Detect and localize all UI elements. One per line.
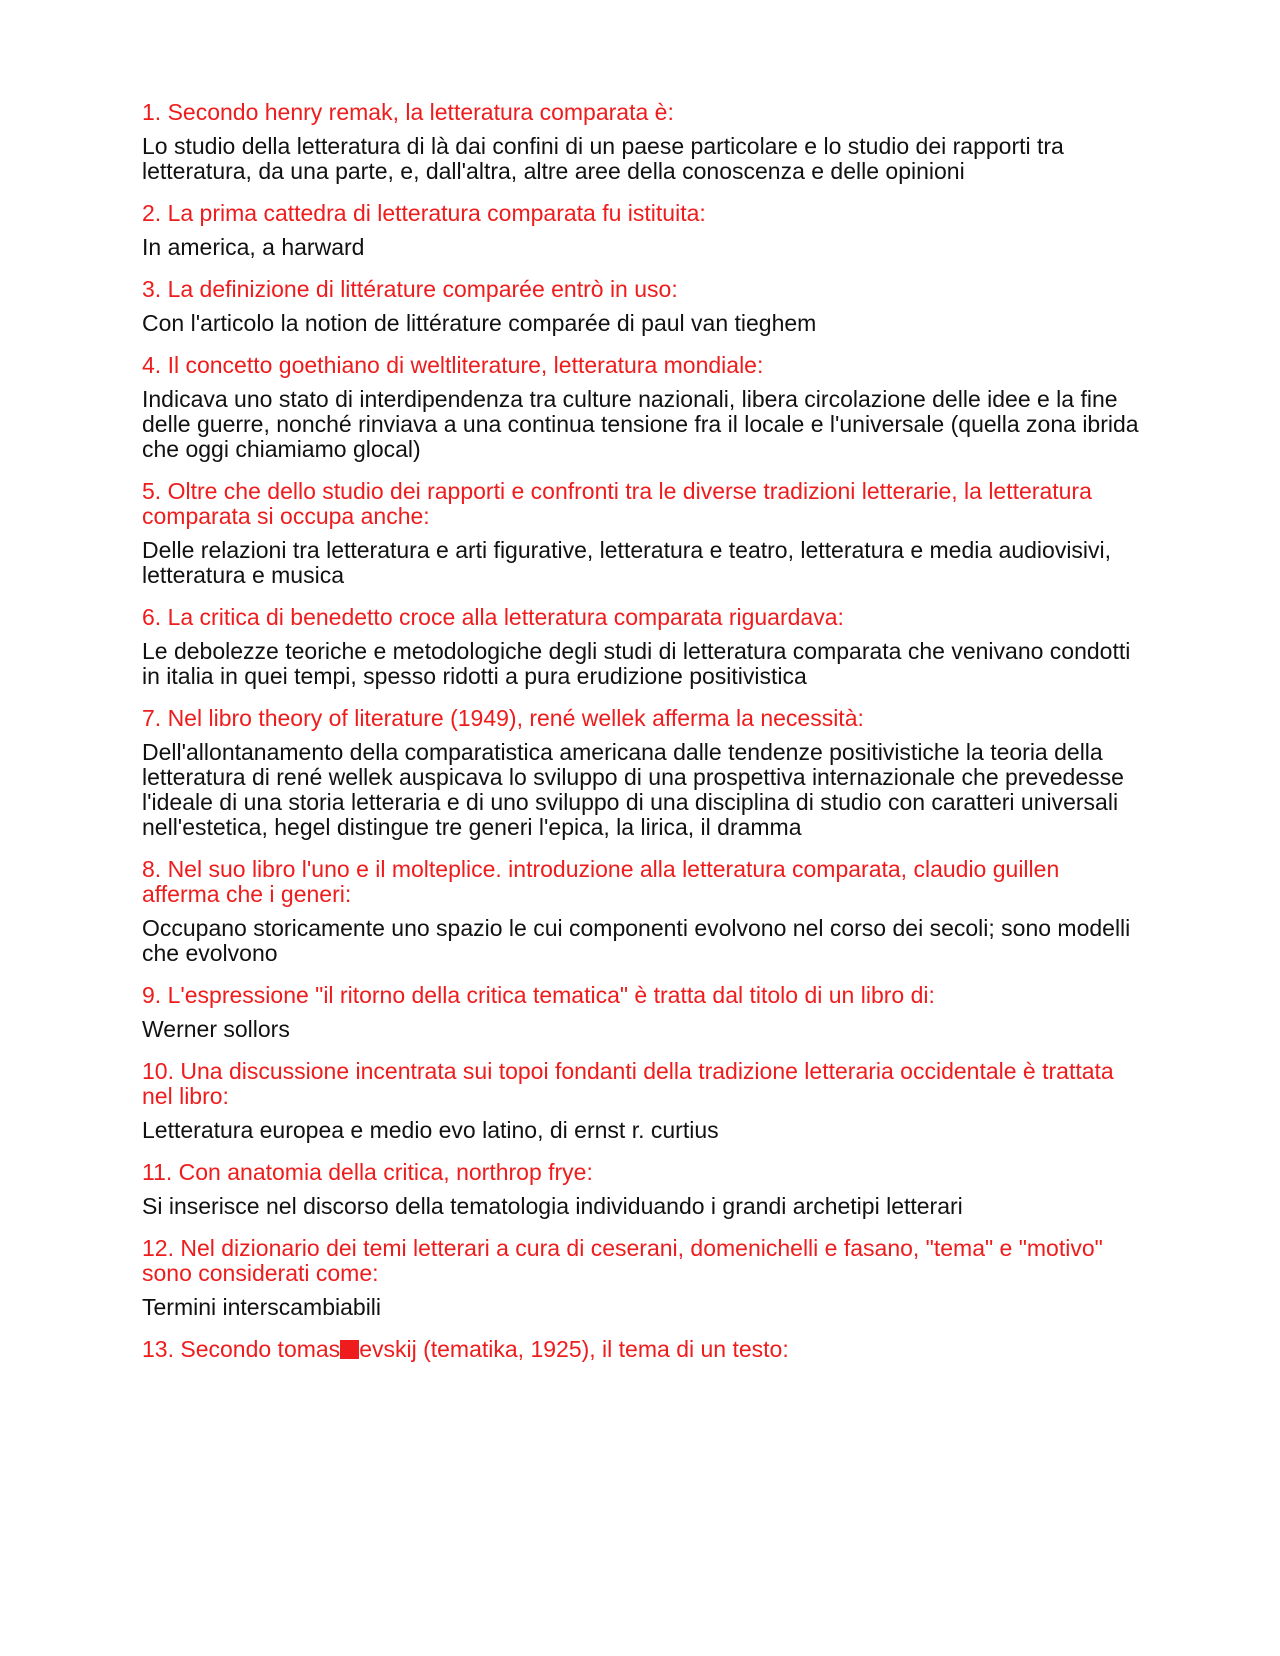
- answer-8: Occupano storicamente uno spazio le cui componenti evolvono nel corso dei secoli; sono modelli che evolvono: [142, 915, 1131, 966]
- answer-5: Delle relazioni tra letteratura e arti figurative, letteratura e teatro, letteratura e media audiovisivi, letteratura e musica: [142, 537, 1112, 588]
- answer-12: Termini interscambiabili: [142, 1294, 382, 1320]
- question-13-end: evskij (tematika, 1925), il tema di un testo:: [359, 1336, 789, 1362]
- qa-item-6: [142, 605, 1142, 689]
- answer-2: In america, a harward: [142, 234, 365, 260]
- question-12: 12. Nel dizionario dei temi letterari a cura di ceserani, domenichelli e fasano, "tema" e "motivo" sono considerati come:: [142, 1235, 1103, 1286]
- question-1: 1. Secondo henry remak, la letteratura comparata è:: [142, 99, 674, 125]
- answer-1: Lo studio della letteratura di là dai confini di un paese particolare e lo studio dei rapporti tra letteratura, da una parte, e, dall'altra, altre aree della conoscenza e delle opinioni: [142, 133, 1064, 184]
- question-7: 7. Nel libro theory of literature (1949), rené wellek afferma la necessità:: [142, 705, 864, 731]
- question-6: 6. La critica di benedetto croce alla letteratura comparata riguardava:: [142, 604, 844, 630]
- qa-item-2: [142, 201, 1142, 260]
- answer-6: Le debolezze teoriche e metodologiche degli studi di letteratura comparata che venivano condotti in italia in quei tempi, spesso ridotti a pura erudizione positivistica: [142, 638, 1131, 689]
- answer-3: Con l'articolo la notion de littérature comparée di paul van tieghem: [142, 310, 817, 336]
- qa-item-10: [142, 1059, 1142, 1143]
- question-9: 9. L'espressione "il ritorno della critica tematica" è tratta dal titolo di un libro di:: [142, 982, 935, 1008]
- question-2: 2. La prima cattedra di letteratura comparata fu istituita:: [142, 200, 706, 226]
- question-5: 5. Oltre che dello studio dei rapporti e confronti tra le diverse tradizioni letterarie, la letteratura comparata si occupa anche:: [142, 478, 1092, 529]
- qa-item-3: [142, 277, 1142, 336]
- qa-item-12: [142, 1236, 1142, 1320]
- answer-4: Indicava uno stato di interdipendenza tra culture nazionali, libera circolazione delle idee e la fine delle guerre, nonché rinviava a una continua tensione fra il locale e l'universale (quella zona ibrida che oggi chiamiamo glocal): [142, 386, 1139, 462]
- answer-9: Werner sollors: [142, 1016, 290, 1042]
- qa-item-4: [142, 353, 1142, 462]
- missing-character-square-icon: [340, 1340, 359, 1359]
- qa-item-13: [142, 1337, 1142, 1362]
- document-page: [142, 100, 1142, 1379]
- question-8: 8. Nel suo libro l'uno e il molteplice. introduzione alla letteratura comparata, claudio guillen afferma che i generi:: [142, 856, 1060, 907]
- qa-item-9: [142, 983, 1142, 1042]
- question-13-start: 13. Secondo tomas: [142, 1336, 341, 1362]
- qa-item-1: [142, 100, 1142, 184]
- qa-item-11: [142, 1160, 1142, 1219]
- question-11: 11. Con anatomia della critica, northrop frye:: [142, 1159, 593, 1185]
- question-4: 4. Il concetto goethiano di weltliterature, letteratura mondiale:: [142, 352, 764, 378]
- qa-list: [142, 100, 1142, 1320]
- qa-item-5: [142, 479, 1142, 588]
- question-3: 3. La definizione di littérature comparée entrò in uso:: [142, 276, 678, 302]
- qa-item-7: [142, 706, 1142, 840]
- question-13: [142, 1337, 1142, 1362]
- question-10: 10. Una discussione incentrata sui topoi fondanti della tradizione letteraria occidentale è trattata nel libro:: [142, 1058, 1114, 1109]
- answer-11: Si inserisce nel discorso della tematologia individuando i grandi archetipi letterari: [142, 1193, 963, 1219]
- qa-item-8: [142, 857, 1142, 966]
- answer-7: Dell'allontanamento della comparatistica americana dalle tendenze positivistiche la teoria della letteratura di rené wellek auspicava lo sviluppo di una prospettiva internazionale che prevedesse l'ideale di una storia letteraria e di uno sviluppo di una disciplina di studio con caratteri universali nell'estetica, hegel distingue tre generi l'epica, la lirica, il dramma: [142, 739, 1124, 840]
- answer-10: Letteratura europea e medio evo latino, di ernst r. curtius: [142, 1117, 719, 1143]
